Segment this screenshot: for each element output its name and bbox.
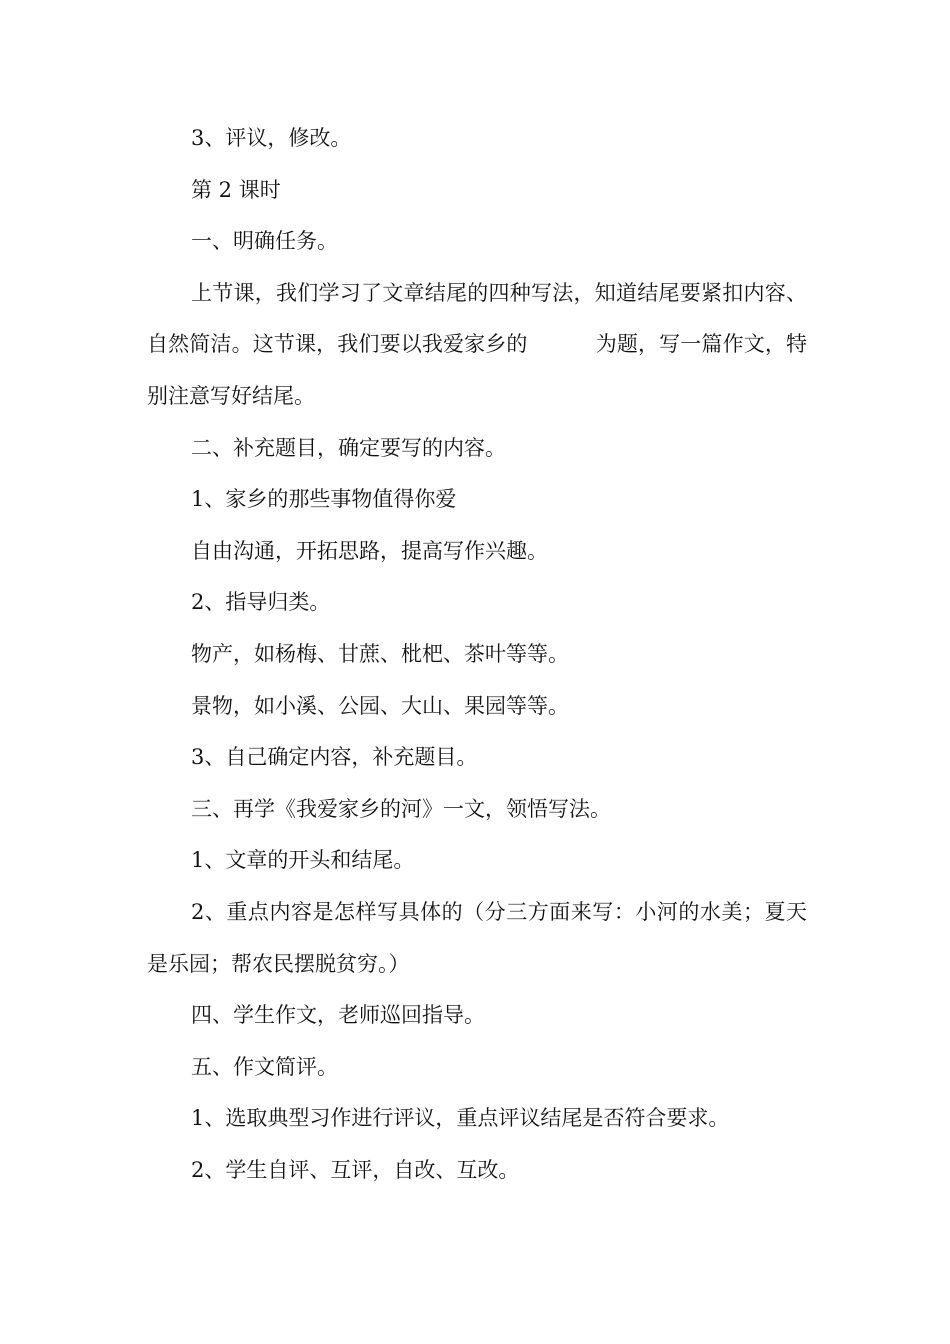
lesson-2-heading: 第 2 课时 [191,177,281,202]
paragraph-task-intro [147,268,807,423]
list-item-2-key-content: 2、重点内容是怎样写具体的（分三方面来写：小河的水美；夏天是乐园；帮农民摆脱贫穷。） [147,899,807,976]
section-5-heading: 五、作文简评。 [191,1054,338,1079]
section-1-heading: 一、明确任务。 [191,229,338,254]
task-intro-text-start: 上节课，我们学习了文章结尾的四种写法，知道结尾要紧扣内容、自然简洁。这节课，我们要以我爱家乡的 [147,280,807,357]
list-item-1-typical-essays: 1、选取典型习作进行评议，重点评议结尾是否符合要求。 [191,1106,730,1131]
paragraph-free-discussion: 自由沟通，开拓思路，提高写作兴趣。 [191,538,548,563]
section-4-heading: 四、学生作文，老师巡回指导。 [191,1003,485,1028]
section-2-heading: 二、补充题目，确定要写的内容。 [191,435,506,460]
task-intro-text-end: 为题，写一篇作文，特别注意写好结尾。 [147,332,808,408]
document-body [147,113,807,1196]
paragraph-scenery: 景物，如小溪、公园、大山、果园等等。 [191,693,569,718]
list-item-3-choose-content: 3、自己确定内容，补充题目。 [191,745,478,770]
list-item-1-opening-ending: 1、文章的开头和结尾。 [191,848,415,873]
paragraph-products: 物产，如杨梅、甘蔗、枇杷、茶叶等等。 [191,641,569,666]
paragraph-review-revise: 3、评议，修改。 [191,126,352,150]
list-item-2-self-peer-review: 2、学生自评、互评，自改、互改。 [191,1157,520,1182]
list-item-1-things-to-love: 1、家乡的那些事物值得你爱 [191,487,457,512]
section-3-heading: 三、再学《我爱家乡的河》一文，领悟写法。 [191,796,611,821]
list-item-2-classify: 2、指导归类。 [191,590,331,615]
